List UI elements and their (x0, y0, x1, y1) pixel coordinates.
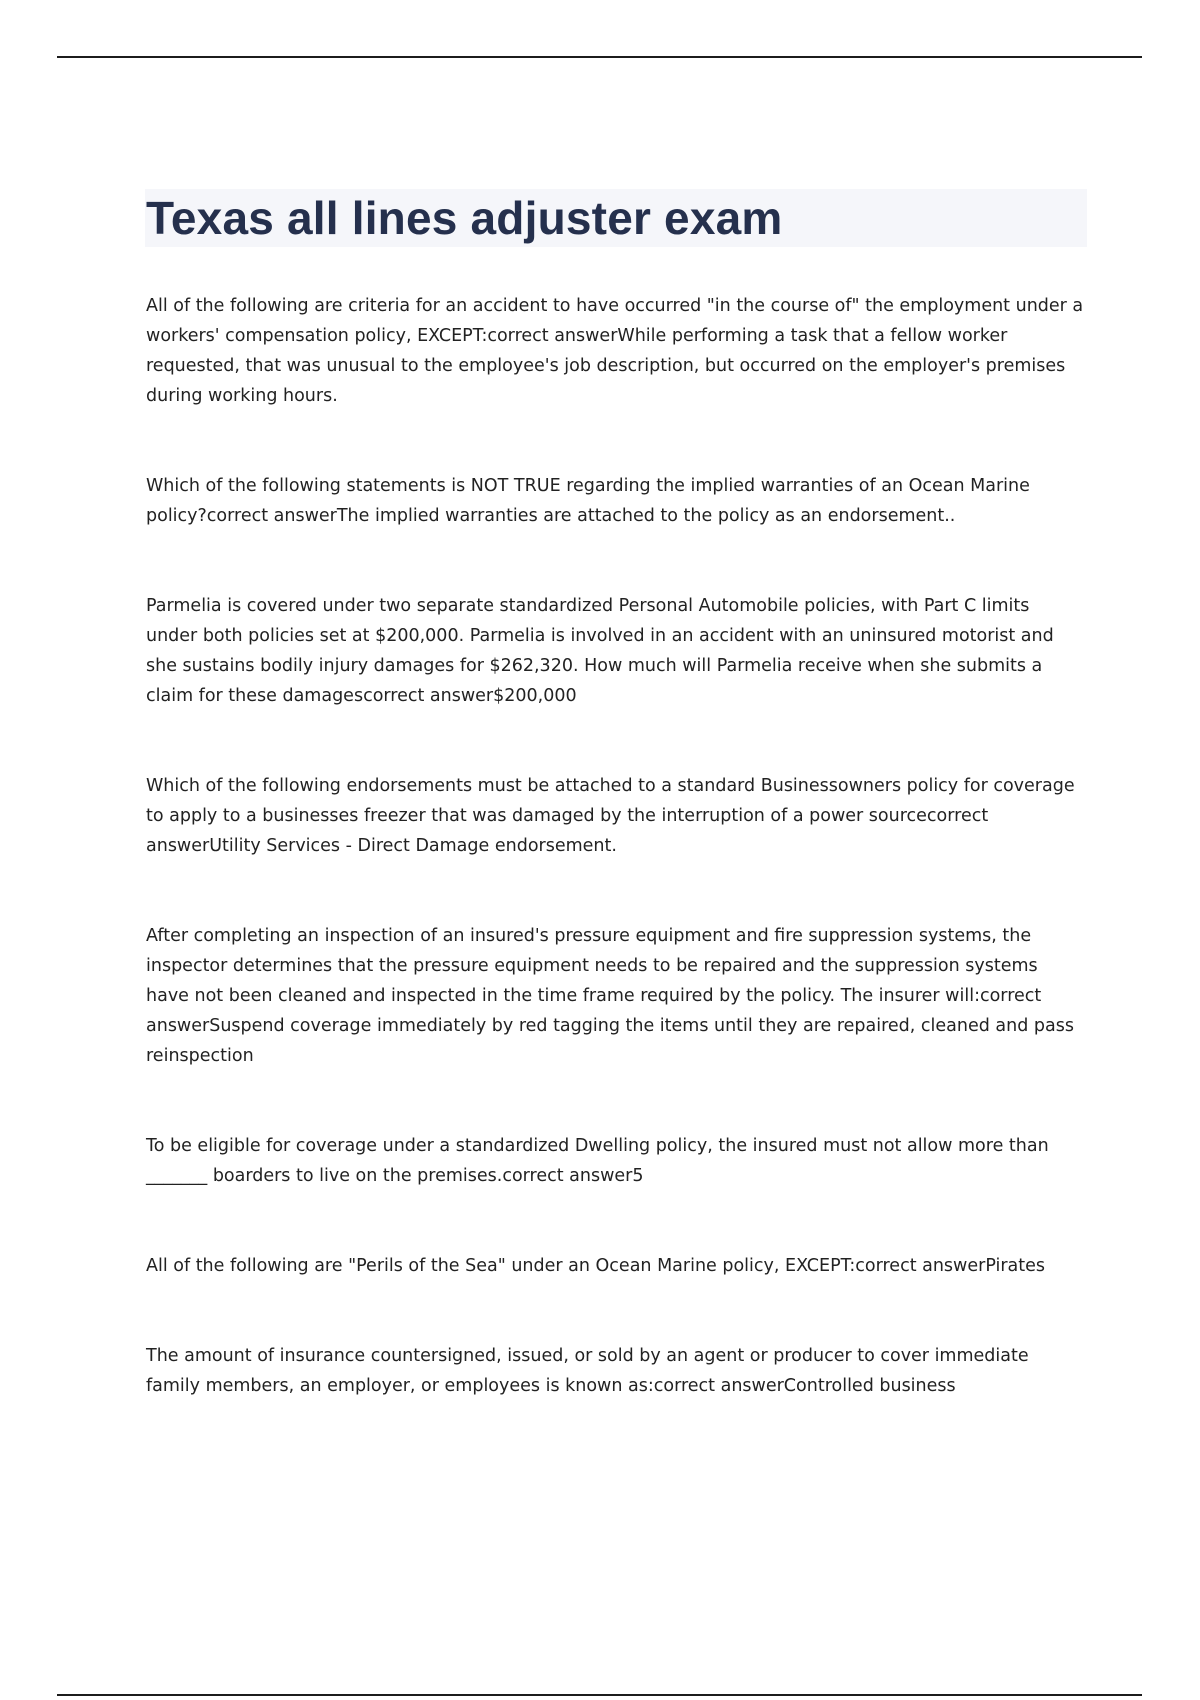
question-answer-item: All of the following are "Perils of the Sea" under an Ocean Marine policy, EXCEPT:correct answerPirates (146, 1256, 1046, 1276)
document-title: Texas all lines adjuster exam (146, 192, 783, 244)
question-answer-item: Which of the following statements is NOT TRUE regarding the implied warranties of an Ocean Marine policy?correct answerThe implied warranties are attached to the policy as an endorsement.. (146, 476, 1030, 526)
question-answer-item: Parmelia is covered under two separate standardized Personal Automobile policies, with Part C limits under both policies set at $200,000. Parmelia is involved in an accident with an uninsured motorist and she sustains bodily injury damages for $262,320. How much will Parmelia receive when she submits a claim for these damagescorrect answer$200,000 (146, 596, 1054, 706)
footer-divider (57, 1694, 1142, 1696)
question-answer-item: All of the following are criteria for an accident to have occurred "in the course of" the employment under a workers' compensation policy, EXCEPT:correct answerWhile performing a task that a fellow worker requested, that was unusual to the employee's job description, but occurred on the employer's premises during working hours. (146, 296, 1084, 406)
header-divider (57, 56, 1142, 58)
question-answer-item: Which of the following endorsements must be attached to a standard Businessowners policy for coverage to apply to a businesses freezer that was damaged by the interruption of a power sourcecorrect answerUtility Services - Direct Damage endorsement. (146, 776, 1075, 856)
question-answer-item: The amount of insurance countersigned, issued, or sold by an agent or producer to cover immediate family members, an employer, or employees is known as:correct answerControlled business (146, 1346, 1029, 1396)
question-list (146, 291, 1086, 1461)
question-answer-item: To be eligible for coverage under a standardized Dwelling policy, the insured must not allow more than _______ boarders to live on the premises.correct answer5 (146, 1136, 1049, 1186)
question-answer-item: After completing an inspection of an insured's pressure equipment and fire suppression systems, the inspector determines that the pressure equipment needs to be repaired and the suppression systems have not been cleaned and inspected in the time frame required by the policy. The insurer will:correct answerSuspend coverage immediately by red tagging the items until they are repaired, cleaned and pass reinspection (146, 926, 1074, 1066)
